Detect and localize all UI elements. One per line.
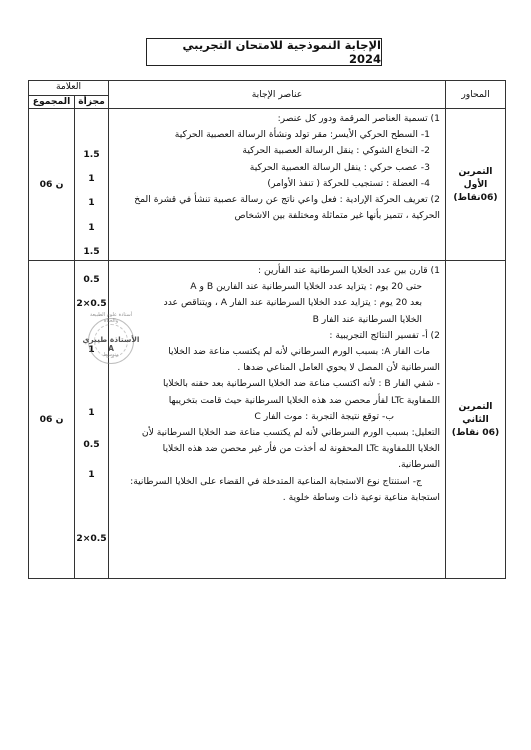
exercise-2-axis <box>446 260 506 578</box>
answer-line: 2) أ- تفسير النتائج التجريبية : <box>329 329 440 341</box>
answer-line: 2- النخاع الشوكي : ينقل الرسالة العصبية الحركية <box>242 145 430 157</box>
exercise-1-axis <box>446 109 506 261</box>
exercise-2-row <box>29 260 506 578</box>
table-header-row <box>29 81 506 96</box>
axis-points: (06 نقاط) <box>451 426 500 438</box>
answer-line: حتى 20 يوم : يتزايد عدد الخلايا السرطانية عند الفارين B و A <box>190 281 422 293</box>
answer-line: بعد 20 يوم : يتزايد عدد الخلايا السرطانية عند الفار A ، ويتناقص عدد <box>163 297 422 309</box>
answer-line: السرطانية لأن المصل لا يحوي العامل المناعي ضدها . <box>237 362 440 374</box>
header-score: العلامة <box>29 81 109 96</box>
answer-line: مات الفار A: بسبب الورم السرطاني لأنه لم يكتسب مناعة ضد الخلايا <box>168 345 430 357</box>
score-value: 1 <box>88 406 95 418</box>
exercise-2-total: 06 ن <box>29 260 75 578</box>
stamp-text-bot: متوسط <box>103 352 119 358</box>
exercise-2-scores <box>75 260 109 578</box>
axis-points: (06نقاط) <box>453 191 498 203</box>
header-answer-elements: عناصر الإجابة <box>109 81 446 109</box>
answer-line: الخلايا السرطانية عند الفار B <box>312 313 422 325</box>
exercise-1-row <box>29 109 506 261</box>
axis-label: الأول <box>463 178 488 190</box>
score-value: 2×0.5 <box>76 298 107 310</box>
score-value: 1 <box>88 221 95 233</box>
answer-line: استجابة مناعية نوعية ذات وساطة خلوية . <box>282 491 440 503</box>
score-value: 0.5 <box>83 273 100 285</box>
answer-line: - شفي الفار B : لأنه اكتسب مناعة ضد الخلايا السرطانية بعد حقنه بالخلايا <box>163 378 440 390</box>
answer-line: 2) تعريف الحركة الإرادية : فعل واعي ناتج عن رسالة عصبية تنشأ في قشرة المخ <box>134 194 440 206</box>
answer-line: 1) قارن بين عدد الخلايا السرطانية عند الفأرين : <box>258 264 440 276</box>
answer-line: ب- توقع نتيجة التجربة : موت الفار C <box>254 410 394 422</box>
answer-line: 1) تسمية العناصر المرقمة ودور كل عنصر: <box>277 113 440 124</box>
score-value: 0.5 <box>83 438 100 450</box>
axis-label: الثاني <box>462 413 489 425</box>
header-total: المجموع <box>29 96 75 109</box>
exercise-2-answers <box>109 260 446 578</box>
answer-line: 1- السطح الحركي الأيسر: مقر تولد ونشأة الرسالة العصبية الحركية <box>174 129 430 141</box>
answer-line: اللمفاوية LTc لفأر محصن ضد هذه الخلايا السرطانية حيث قامت بتخريبها <box>168 394 440 406</box>
score-value: 1 <box>88 468 95 480</box>
answer-line: التعليل: بسبب الورم السرطاني لأنه لم يكتسب مناعة ضد الخلايا السرطانية لأن <box>141 426 440 438</box>
stamp-text-mid: الأستاذة طيبري A <box>82 335 140 353</box>
answer-line: السرطانية. <box>398 459 440 471</box>
exercise-1-total: 06 ن <box>29 109 75 261</box>
exercise-1-answers <box>109 109 446 261</box>
stamp-text-top: أستاذة علوم الطبيعة والحياة <box>89 312 133 324</box>
score-value: 1.5 <box>83 149 100 160</box>
header-axes: المحاور <box>446 81 506 109</box>
answer-line: ج- استنتاج نوع الاستجابة المناعية المتدخلة في القضاء على الخلايا السرطانية: <box>130 475 422 487</box>
score-value: 1 <box>88 197 95 209</box>
answer-line: 3- عصب حركي : ينقل الرسالة العصبية الحركية <box>249 161 430 173</box>
score-value: 2×0.5 <box>76 533 107 545</box>
answer-line: الحركية ، تتميز بأنها غير متماثلة ومختلفة بين الاشخاص <box>234 210 440 222</box>
header-partial: مجزأة <box>75 96 109 109</box>
page-title: الإجابة النموذجية للامتحان التجريبي 2024 <box>146 38 382 66</box>
score-value: 1.5 <box>83 245 100 257</box>
score-value: 1 <box>88 173 95 185</box>
axis-label: التمرين <box>458 165 493 177</box>
exercise-1-scores <box>75 109 109 261</box>
answer-line: الخلايا اللمفاوية LTc المحقونة له أخذت من فأر غير محصن ضد هذه الخلايا <box>162 443 440 455</box>
answer-line: 4- العضلة : تستجيب للحركة ( تنفذ الأوامر) <box>267 177 430 189</box>
axis-label: التمرين <box>458 400 493 412</box>
score-value: 1 <box>88 344 95 356</box>
